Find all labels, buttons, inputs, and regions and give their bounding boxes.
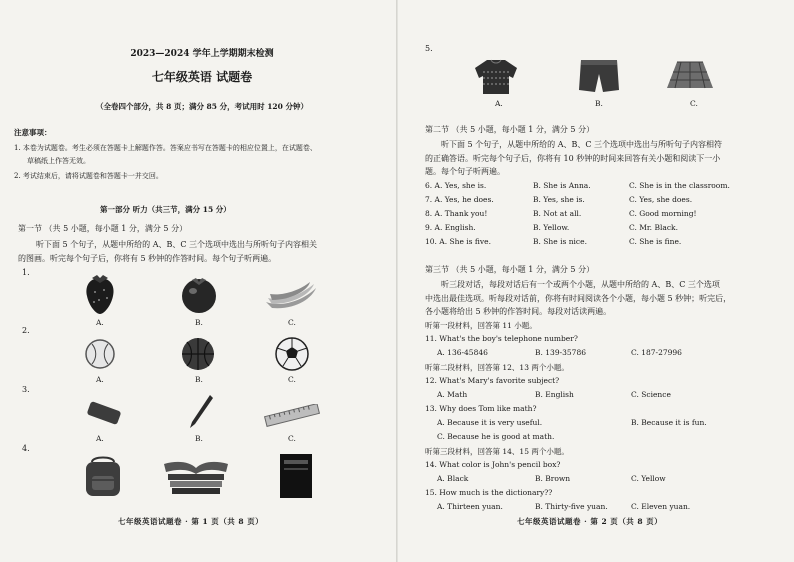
q5-label-c: C. (690, 99, 698, 108)
footer-page-2: 七年级英语试题卷 · 第 2 页（共 8 页） (517, 517, 663, 526)
tomato-icon (180, 276, 218, 314)
q13-opt-a: A. Because it is very useful. (437, 418, 543, 427)
part1-heading: 第一部分 听力（共三节，满分 15 分） (100, 205, 231, 214)
q14-opt-b: B. Brown (535, 474, 571, 483)
footer-page-1: 七年级英语试题卷 · 第 1 页（共 8 页） (118, 517, 264, 526)
q3-number: 3. (22, 385, 30, 394)
q12-opt-b: B. English (535, 390, 574, 399)
q13-opt-c: C. Because he is good at math. (437, 432, 555, 441)
answer-7-c: C. Yes, she does. (629, 195, 693, 204)
q3-label-c: C. (288, 434, 296, 443)
section1-instr-b: 的图画。听完每个句子后，你将有 5 秒钟的作答时间。每个句子听两遍。 (18, 254, 277, 263)
answer-9-a: 9. A. English. (425, 223, 476, 232)
baseball-icon (84, 338, 116, 370)
q5-number: 5. (425, 44, 433, 53)
q2-number: 2. (22, 326, 30, 335)
q13-text: 13. Why does Tom like math? (425, 404, 537, 413)
q11-opt-b: B. 139-35786 (535, 348, 586, 357)
q15-opt-b: B. Thirty-five yuan. (535, 502, 608, 511)
answer-9-b: B. Yellow. (533, 223, 570, 232)
skirt-icon (665, 58, 715, 94)
q1-label-a: A. (96, 318, 104, 327)
q5-label-b: B. (595, 99, 603, 108)
q1-label-c: C. (288, 318, 296, 327)
notice-1b: 草稿纸上作答无效。 (27, 157, 90, 165)
q14-opt-c: C. Yellow (631, 474, 666, 483)
answer-7-b: B. Yes, she is. (533, 195, 585, 204)
eraser-icon (84, 398, 126, 428)
q5-label-a: A. (495, 99, 503, 108)
q12-text: 12. What's Mary's favorite subject? (425, 376, 560, 385)
q15-text: 15. How much is the dictionary?? (425, 488, 553, 497)
section2-instr-a: 听下面 5 个句子，从题中所给的 A、B、C 三个选项中选出与所听句子内容相符 (441, 140, 723, 149)
exam-title: 2023—2024 学年上学期期末检测 (130, 49, 274, 59)
section1-instr-a: 听下面 5 个句子，从题中所给的 A、B、C 三个选项中选出与所听句子内容相关 (36, 240, 318, 249)
notice-1a: 1. 本卷为试题卷。考生必须在答题卡上解题作答。答案应书写在答题卡的相应位置上，在试题卷、 (14, 144, 317, 152)
material-1-note: 听第一段材料，回答第 11 小题。 (425, 321, 537, 330)
answer-10-a: 10. A. She is five. (425, 237, 491, 246)
basketball-icon (180, 336, 216, 372)
q11-opt-c: C. 187-27996 (631, 348, 682, 357)
q2-label-c: C. (288, 375, 296, 384)
notice-heading: 注意事项： (14, 128, 52, 137)
banana-icon (262, 280, 320, 310)
strawberry-icon (82, 272, 118, 316)
notice-2: 2. 考试结束后，请将试题卷和答题卡一并交回。 (14, 172, 163, 180)
q13-opt-b: B. Because it is fun. (631, 418, 707, 427)
exam-info: （全卷四个部分，共 8 页；满分 85 分，考试用时 120 分钟） (96, 102, 308, 111)
q1-label-b: B. (195, 318, 203, 327)
q15-opt-c: C. Eleven yuan. (631, 502, 691, 511)
section3-instr-a: 听三段对话，每段对话后有一个或两个小题，从题中所给的 A、B、C 三个选项 (441, 280, 720, 289)
answer-8-a: 8. A. Thank you! (425, 209, 488, 218)
backpack-icon (80, 454, 126, 498)
answer-7-a: 7. A. Yes, he does. (425, 195, 494, 204)
exam-subtitle: 七年级英语 试题卷 (151, 70, 253, 84)
sweater-icon (473, 56, 519, 96)
pen-icon (186, 392, 216, 432)
answer-10-c: C. She is fine. (629, 237, 682, 246)
q12-opt-a: A. Math (437, 390, 468, 399)
section3-heading: 第三节 （共 5 小题，每小题 1 分，满分 5 分） (425, 265, 595, 274)
answer-6-c: C. She is in the classroom. (629, 181, 730, 190)
section2-instr-c: 题。每个句子听两遍。 (425, 167, 505, 176)
q11-opt-a: A. 136-45846 (437, 348, 488, 357)
q2-label-b: B. (195, 375, 203, 384)
q1-number: 1. (22, 268, 30, 277)
soccer-ball-icon (274, 336, 310, 372)
section2-instr-b: 的正确答语。听完每个句子后，你将有 10 秒钟的时间来回答有关小题和阅读下一小 (425, 154, 721, 163)
answer-8-b: B. Not at all. (533, 209, 582, 218)
answer-6-a: 6. A. Yes, she is. (425, 181, 487, 190)
q3-label-a: A. (96, 434, 104, 443)
q4-number: 4. (22, 444, 30, 453)
section3-instr-c: 各小题将给出 5 秒钟的作答时间。每段对话读两遍。 (425, 307, 612, 316)
answer-10-b: B. She is nice. (533, 237, 587, 246)
material-3-note: 听第三段材料，回答第 14、15 两个小题。 (425, 447, 569, 456)
q14-opt-a: A. Black (437, 474, 469, 483)
answer-6-b: B. She is Anna. (533, 181, 591, 190)
page-2 (397, 0, 794, 562)
q11-text: 11. What's the boy's telephone number? (425, 334, 578, 343)
material-2-note: 听第二段材料，回答第 12、13 两个小题。 (425, 363, 569, 372)
section3-instr-b: 中选出最佳选项。听每段对话前，你将有时间阅读各个小题，每小题 5 秒钟；听完后， (425, 294, 732, 303)
answer-9-c: C. Mr. Black. (629, 223, 678, 232)
dictionary-icon (276, 452, 316, 500)
q14-text: 14. What color is John's pencil box? (425, 460, 561, 469)
books-icon (160, 460, 232, 496)
q2-label-a: A. (96, 375, 104, 384)
section2-heading: 第二节 （共 5 小题，每小题 1 分，满分 5 分） (425, 125, 595, 134)
q12-opt-c: C. Science (631, 390, 671, 399)
q15-opt-a: A. Thirteen yuan. (437, 502, 503, 511)
answer-8-c: C. Good morning! (629, 209, 697, 218)
ruler-icon (262, 404, 322, 428)
shorts-icon (577, 56, 621, 96)
section1-heading: 第一节 （共 5 小题，每小题 1 分，满分 5 分） (18, 224, 188, 233)
q3-label-b: B. (195, 434, 203, 443)
